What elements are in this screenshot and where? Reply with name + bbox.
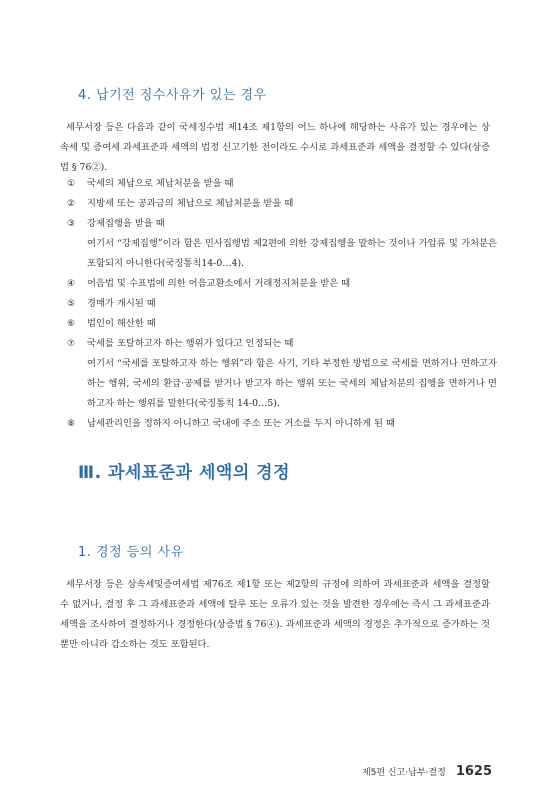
list-item-text: 납세관리인을 정하지 아니하고 국내에 주소 또는 거소를 두지 아니하게 된 때 xyxy=(87,418,395,429)
list-item-text: 강제집행을 받을 때 xyxy=(87,218,165,229)
list-item-number: ⑥ xyxy=(67,319,76,329)
list-item xyxy=(67,314,497,334)
list-item-number: ⑤ xyxy=(67,299,76,309)
list-item-text: 국세를 포탈하고자 하는 행위가 있다고 인정되는 때 xyxy=(87,338,294,349)
page-footer xyxy=(362,764,492,779)
subsection-heading-reassessment-reasons: 1. 경정 등의 사유 xyxy=(78,545,184,560)
section-heading-reassessment: Ⅲ. 과세표준과 세액의 경정 xyxy=(78,463,291,483)
footer-chapter: 제5편 신고·납부·결정 xyxy=(361,768,446,778)
list-item-text: 국세의 체납으로 체납처분을 받을 때 xyxy=(87,178,234,189)
list-item xyxy=(67,294,497,314)
page-number: 1625 xyxy=(455,764,492,779)
list-item-text: 법인이 해산한 때 xyxy=(87,318,156,329)
list-item-text: 경매가 개시된 때 xyxy=(87,298,156,309)
list-item-number: ② xyxy=(67,199,76,209)
list-item-number: ⑧ xyxy=(67,419,76,429)
list-item-text: 어음법 및 수표법에 의한 어음교환소에서 거래정지처분을 받은 때 xyxy=(87,278,351,289)
section-intro-paragraph: 세무서장 등은 다음과 같이 국세징수법 제14조 제1항의 어느 하나에 해당하는 사유가 있는 경우에는 상속세 및 증여세 과세표준과 세액의 법정 신고기한 전이라도 수시로 과세표준과 세액을 결정할 수 있다(상증법 § 76②). xyxy=(60,122,490,173)
list-item xyxy=(67,334,497,414)
list-item xyxy=(67,414,497,434)
list-item-number: ① xyxy=(67,179,76,189)
reassessment-paragraph: 세무서장 등은 상속세및증여세법 제76조 제1항 또는 제2항의 규정에 의하여 과세표준과 세액을 결정할 수 없거나, 결정 후 그 과세표준과 세액에 탈루 또는 오류가 있는 것을 발견한 경우에는 즉시 그 과세표준과 세액을 조사하여 결정하거나 경정한다(상증법 § 76④). 과세표준과 세액의 경정은 추가적으로 증가하는 것뿐만 아니라 감소하는 것도 포함된다. xyxy=(60,579,490,650)
list-item-number: ④ xyxy=(67,279,76,289)
list-item xyxy=(67,194,497,214)
early-collection-list xyxy=(67,174,497,434)
list-item-note: 여기서 “강제집행”이라 함은 민사집행법 제2편에 의한 강제집행을 말하는 것이나 가압류 및 가처분은 포함되지 아니한다(국징통칙14-0…4). xyxy=(87,238,497,269)
list-item-number: ③ xyxy=(67,219,76,229)
list-item xyxy=(67,274,497,294)
list-item xyxy=(67,174,497,194)
list-item xyxy=(67,214,497,274)
list-item-text: 지방세 또는 공과금의 체납으로 체납처분을 받을 때 xyxy=(87,198,294,209)
list-item-note: 여기서 “국세를 포탈하고자 하는 행위”라 함은 사기, 기타 부정한 방법으로 국세를 면하거나 면하고자 하는 행위, 국세의 환급·공제를 받거나 받고자 하는 행위 또는 국세의 체납처분의 집행을 면하거나 면하고자 하는 행위를 말한다(국징통칙 14-0…5). xyxy=(87,358,497,409)
section-heading-early-collection: 4. 납기전 징수사유가 있는 경우 xyxy=(78,88,267,103)
list-item-number: ⑦ xyxy=(67,339,76,349)
